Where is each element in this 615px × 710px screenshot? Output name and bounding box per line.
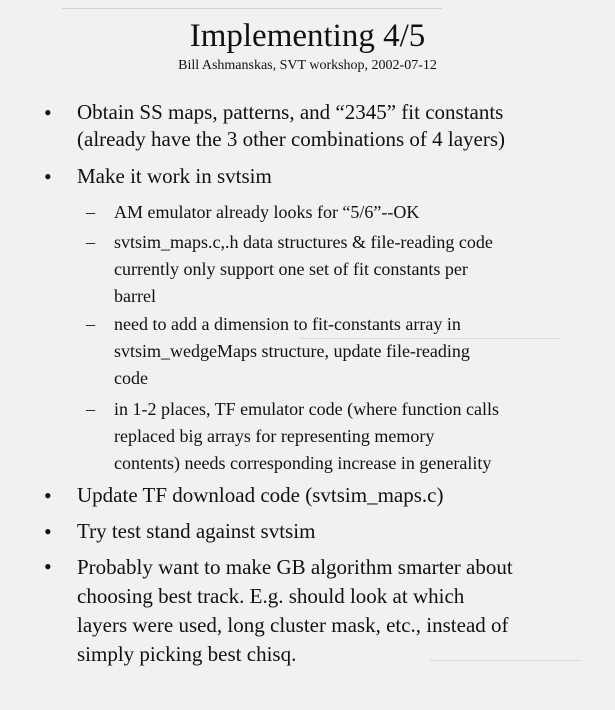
dash-marker: – [86, 314, 95, 334]
subitem-line: AM emulator already looks for “5/6”--OK [114, 202, 420, 222]
subitem-line: code [114, 368, 148, 388]
bullet-item-test-stand [77, 518, 607, 545]
bullet-line: Probably want to make GB algorithm smarter about [77, 555, 513, 579]
slide-subtitle: Bill Ashmanskas, SVT workshop, 2002-07-12 [178, 58, 437, 73]
subitem-line: svtsim_maps.c,.h data structures & file-reading code [114, 232, 493, 252]
subitem-line: contents) needs corresponding increase in generality [114, 453, 492, 473]
bullet-item-update-tf [77, 482, 607, 509]
subitem-svtsim-maps [114, 229, 604, 310]
bullet-line: Update TF download code (svtsim_maps.c) [77, 483, 444, 507]
bullet-line: Try test stand against svtsim [77, 519, 316, 543]
dash-marker: – [86, 399, 95, 419]
bullet-item-gb-algorithm [77, 553, 607, 669]
subitem-line: need to add a dimension to fit-constants array in [114, 314, 461, 334]
bullet-line: (already have the 3 other combinations of 4 layers) [77, 127, 506, 151]
subitem-line: in 1-2 places, TF emulator code (where function calls [114, 399, 500, 419]
subitem-tf-emulator [114, 396, 604, 477]
bullet-marker: • [44, 554, 52, 579]
bullet-item-make-it-work [77, 163, 607, 190]
dash-marker: – [86, 232, 95, 252]
bleed-through-shape [62, 8, 442, 10]
bullet-marker: • [44, 483, 52, 508]
bullet-line: Make it work in svtsim [77, 164, 272, 188]
bullet-line: Obtain SS maps, patterns, and “2345” fit constants [77, 100, 504, 124]
bullet-marker: • [44, 100, 52, 125]
subitem-line: svtsim_wedgeMaps structure, update file-reading [114, 341, 470, 361]
subitem-fit-constants [114, 311, 604, 392]
dash-marker: – [86, 202, 95, 222]
subitem-line: replaced big arrays for representing memory [114, 426, 435, 446]
subitem-am-emulator [114, 199, 604, 226]
bullet-marker: • [44, 519, 52, 544]
bullet-line: layers were used, long cluster mask, etc., instead of [77, 613, 509, 637]
subitem-line: barrel [114, 286, 156, 306]
slide-title: Implementing 4/5 [189, 18, 426, 54]
subitem-line: currently only support one set of fit constants per [114, 259, 468, 279]
bullet-line: choosing best track. E.g. should look at which [77, 584, 465, 608]
bullet-marker: • [44, 164, 52, 189]
bullet-item-obtain-maps [77, 99, 607, 153]
bullet-line: simply picking best chisq. [77, 642, 297, 666]
